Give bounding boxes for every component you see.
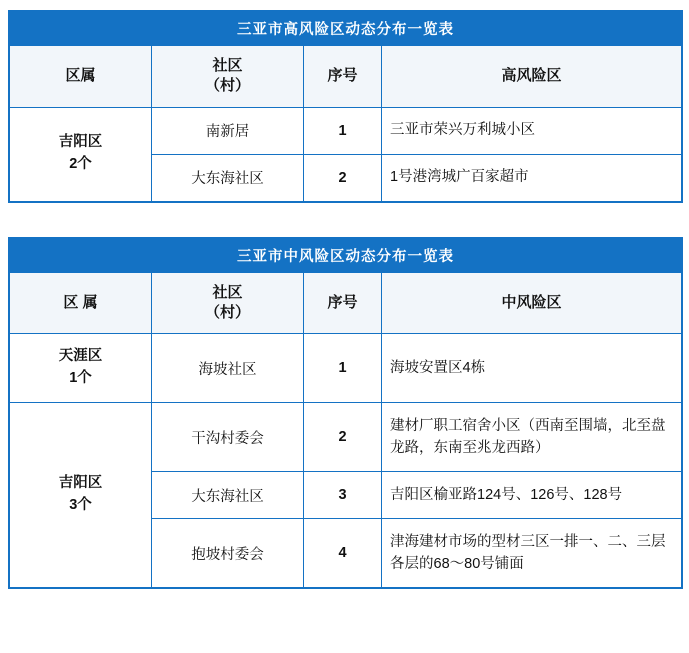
index-cell: 2 [304, 403, 382, 472]
risk-area-cell: 海坡安置区4栋 [382, 334, 682, 403]
risk-area-cell: 建材厂职工宿舍小区（西南至围墙，北至盘龙路，东南至兆龙西路） [382, 403, 682, 472]
risk-area-cell: 吉阳区榆亚路124号、126号、128号 [382, 472, 682, 519]
high-risk-grid [9, 11, 682, 202]
index-cell: 1 [304, 107, 382, 154]
table-title-row [10, 238, 682, 272]
index-cell: 2 [304, 154, 382, 201]
district-count: 3个 [69, 497, 92, 513]
table-title: 三亚市中风险区动态分布一览表 [10, 238, 682, 272]
header-community-line2: （村） [204, 77, 250, 95]
district-cell [10, 334, 152, 403]
header-community-line1: 社区 [212, 283, 243, 301]
header-district: 区属 [10, 46, 152, 108]
community-cell: 海坡社区 [152, 334, 304, 403]
header-community-line2: （村） [204, 303, 250, 321]
table-row [10, 334, 682, 403]
district-count: 1个 [69, 370, 92, 386]
community-cell: 抱坡村委会 [152, 519, 304, 588]
table-row [10, 107, 682, 154]
community-cell: 大东海社区 [152, 154, 304, 201]
header-risk-area: 中风险区 [382, 272, 682, 334]
header-index: 序号 [304, 46, 382, 108]
medium-risk-table [8, 237, 683, 590]
table-header-row [10, 272, 682, 334]
index-cell: 4 [304, 519, 382, 588]
table-title-row [10, 12, 682, 46]
table-header-row [10, 46, 682, 108]
risk-area-cell: 三亚市荣兴万利城小区 [382, 107, 682, 154]
district-cell [10, 107, 152, 201]
medium-risk-grid [9, 238, 682, 589]
table-title: 三亚市高风险区动态分布一览表 [10, 12, 682, 46]
district-name: 吉阳区 [58, 475, 103, 492]
header-risk-area: 高风险区 [382, 46, 682, 108]
header-community [152, 272, 304, 334]
header-index: 序号 [304, 272, 382, 334]
index-cell: 1 [304, 334, 382, 403]
risk-area-cell: 津海建材市场的型材三区一排一、二、三层各层的68～80号铺面 [382, 519, 682, 588]
district-name: 天涯区 [58, 348, 103, 365]
risk-area-cell: 1号港湾城广百家超市 [382, 154, 682, 201]
district-count: 2个 [69, 156, 92, 172]
community-cell: 大东海社区 [152, 472, 304, 519]
header-community-line1: 社区 [212, 57, 243, 74]
header-district: 区 属 [10, 272, 152, 334]
table-spacer [8, 203, 681, 237]
index-cell: 3 [304, 472, 382, 519]
header-community [152, 46, 304, 108]
community-cell: 南新居 [152, 107, 304, 154]
district-name: 吉阳区 [58, 134, 103, 151]
table-row [10, 403, 682, 472]
high-risk-table [8, 10, 683, 203]
community-cell: 干沟村委会 [152, 403, 304, 472]
district-cell [10, 403, 152, 588]
